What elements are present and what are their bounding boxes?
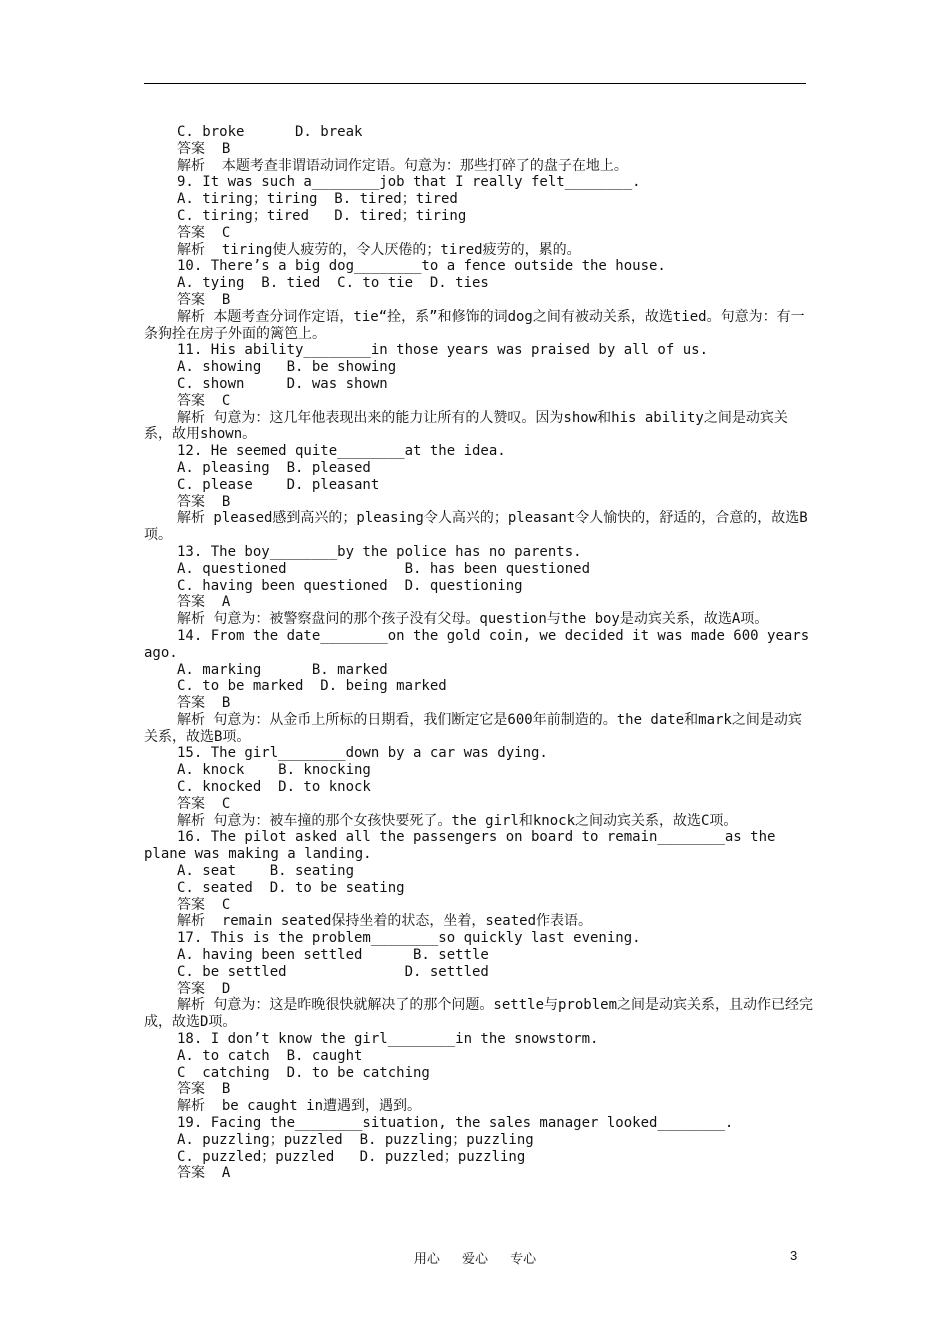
text-line: A. seat B. seating — [177, 863, 355, 880]
text-line: 13. The boy________by the police has no parents. — [177, 543, 582, 560]
text-line: 解析 本题考查分词作定语，tie“拴，系”和修饰的词dog之间有被动关系，故选tied。句意为：有一条狗拴在房子外面的篱笆上。 — [144, 308, 805, 342]
text-line: A. tiring；tiring B. tired；tired — [177, 191, 458, 208]
text-line: A. showing B. be showing — [177, 359, 397, 376]
text-line: A. puzzling；puzzled B. puzzling；puzzling — [177, 1131, 534, 1148]
text-line: 解析 tiring使人疲劳的，令人厌倦的；tired疲劳的，累的。 — [177, 241, 581, 258]
text-line: A. knock B. knocking — [177, 762, 371, 779]
text-line: 15. The girl________down by a car was dying. — [177, 745, 548, 762]
text-line: 19. Facing the________situation, the sales manager looked________. — [177, 1115, 734, 1132]
text-line: 14. From the date________on the gold coin, we decided it was made 600 years ago. — [144, 627, 810, 661]
text-line: 答案 B — [177, 1081, 231, 1098]
text-line: 答案 B — [177, 493, 231, 510]
text-line: 9. It was such a________job that I really felt________. — [177, 174, 641, 191]
text-line: C. puzzled；puzzled D. puzzled；puzzling — [177, 1148, 526, 1165]
text-line: C catching D. to be catching — [177, 1064, 430, 1081]
text-line: 答案 C — [177, 795, 231, 812]
text-line: C. shown D. was shown — [177, 375, 388, 392]
text-line: 17. This is the problem________so quickly last evening. — [177, 930, 641, 947]
text-line: 12. He seemed quite________at the idea. — [177, 443, 506, 460]
footer-slogan: 用心 爱心 专心 — [413, 1252, 537, 1267]
text-line: C. having been questioned D. questioning — [177, 577, 523, 594]
text-line: 答案 B — [177, 291, 231, 308]
text-line: A. to catch B. caught — [177, 1047, 363, 1064]
header-rule — [144, 83, 806, 84]
text-line: C. seated D. to be seating — [177, 879, 405, 896]
text-line: 解析 句意为：从金币上所标的日期看，我们断定它是600年前制造的。the date和mark之间是动宾关系，故选B项。 — [144, 711, 802, 745]
text-line: 解析 句意为：这是昨晚很快就解决了的那个问题。settle与problem之间是动宾关系，且动作已经完成，故选D项。 — [144, 997, 813, 1031]
text-line: 18. I don’t know the girl________in the snowstorm. — [177, 1031, 599, 1048]
text-line: 解析 本题考查非谓语动词作定语。句意为：那些打碎了的盘子在地上。 — [177, 157, 628, 174]
text-line: A. questioned B. has been questioned — [177, 560, 591, 577]
text-line: 解析 be caught in遭遇到，遇到。 — [177, 1098, 422, 1115]
text-line: 11. His ability________in those years was praised by all of us. — [177, 342, 709, 359]
text-line: C. please D. pleasant — [177, 476, 380, 493]
document-body — [144, 124, 814, 1182]
text-line: 答案 B — [177, 140, 231, 157]
text-line: C. broke D. break — [177, 124, 363, 140]
text-line: 解析 句意为：被车撞的那个女孩快要死了。the girl和knock之间动宾关系，故选C项。 — [177, 812, 738, 829]
text-line: 解析 remain seated保持坐着的状态，坐着，seated作表语。 — [177, 913, 593, 930]
text-line: 10. There’s a big dog________to a fence outside the house. — [177, 258, 666, 275]
text-line: 16. The pilot asked all the passengers on board to remain________as the plane was making a landing. — [144, 829, 776, 863]
text-line: 答案 C — [177, 392, 231, 409]
text-line: 答案 A — [177, 594, 231, 611]
text-line: A. tying B. tied C. to tie D. ties — [177, 275, 489, 292]
text-line: 答案 C — [177, 224, 231, 241]
text-line: 答案 C — [177, 896, 231, 913]
text-line: C. knocked D. to knock — [177, 779, 371, 796]
text-line: C. be settled D. settled — [177, 963, 489, 980]
text-line: C. tiring；tired D. tired；tiring — [177, 207, 467, 224]
text-line: 解析 句意为：这几年他表现出来的能力让所有的人赞叹。因为show和his ability之间是动宾关系，故用shown。 — [144, 409, 788, 443]
text-line: A. marking B. marked — [177, 661, 388, 678]
text-line: 答案 B — [177, 695, 231, 712]
text-line: C. to be marked D. being marked — [177, 678, 447, 695]
text-line: 解析 pleased感到高兴的；pleasing令人高兴的；pleasant令人愉快的，舒适的，合意的，故选B项。 — [144, 510, 808, 544]
text-line: 答案 A — [177, 1165, 231, 1182]
text-line: A. having been settled B. settle — [177, 947, 489, 964]
text-line: A. pleasing B. pleased — [177, 459, 371, 476]
text-line: 解析 句意为：被警察盘问的那个孩子没有父母。question与the boy是动宾关系，故选A项。 — [177, 611, 769, 628]
page-number: 3 — [790, 1248, 798, 1263]
text-line: 答案 D — [177, 980, 231, 997]
